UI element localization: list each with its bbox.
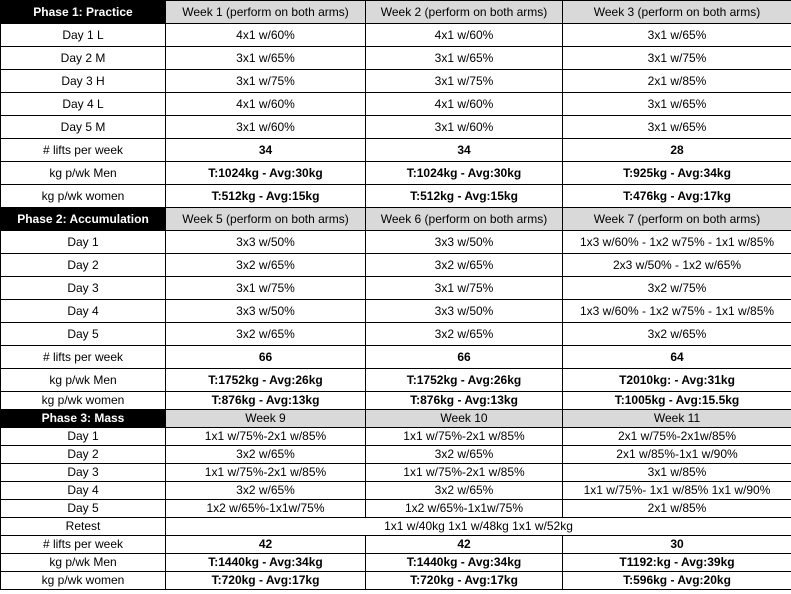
session-cell: 2x1 w/85% [563,500,791,518]
summary-label: kg p/wk Men [1,162,166,185]
phase-title: Phase 1: Practice [1,1,166,24]
session-cell: 3x1 w/65% [166,47,366,70]
summary-value: 34 [366,139,563,162]
session-cell: 3x3 w/50% [166,300,366,323]
day-row [1,231,791,254]
retest-row [1,518,791,536]
summary-row [1,139,791,162]
summary-value: T:476kg - Avg:17kg [563,185,791,208]
day-label: Day 5 M [1,116,166,139]
session-cell: 3x1 w/75% [366,277,563,300]
day-label: Day 5 [1,323,166,346]
session-cell: 3x1 w/75% [563,47,791,70]
summary-value: T:1024kg - Avg:30kg [366,162,563,185]
phase-title: Phase 3: Mass [1,410,166,428]
day-label: Day 3 H [1,70,166,93]
session-cell: 3x3 w/50% [166,231,366,254]
session-cell: 2x1 w/85%-1x1 w/90% [563,446,791,464]
session-cell: 3x2 w/65% [166,323,366,346]
day-row [1,446,791,464]
session-cell: 1x2 w/65%-1x1w/75% [166,500,366,518]
summary-value: 30 [563,536,791,554]
session-cell: 2x1 w/75%-2x1w/85% [563,428,791,446]
phase-title: Phase 2: Accumulation [1,208,166,231]
week-header: Week 11 [563,410,791,428]
summary-value: T:876kg - Avg:13kg [166,392,366,410]
day-label: Day 4 [1,300,166,323]
summary-value: T:1440kg - Avg:34kg [166,554,366,572]
summary-value: T:596kg - Avg:20kg [563,572,791,590]
session-cell: 3x1 w/75% [166,70,366,93]
day-label: Day 5 [1,500,166,518]
week-header: Week 9 [166,410,366,428]
session-cell: 3x1 w/85% [563,464,791,482]
summary-row [1,554,791,572]
summary-value: T:1752kg - Avg:26kg [366,369,563,392]
summary-row [1,536,791,554]
day-label: Day 2 M [1,47,166,70]
session-cell: 3x2 w/65% [366,323,563,346]
session-cell: 1x1 w/75%-2x1 w/85% [366,464,563,482]
day-row [1,116,791,139]
retest-label: Retest [1,518,166,536]
summary-row [1,572,791,590]
day-label: Day 1 [1,231,166,254]
session-cell: 1x1 w/75%-2x1 w/85% [366,428,563,446]
summary-label: kg p/wk Men [1,554,166,572]
retest-value: 1x1 w/40kg 1x1 w/48kg 1x1 w/52kg [166,518,791,536]
summary-label: # lifts per week [1,536,166,554]
summary-value: T:1005kg - Avg:15.5kg [563,392,791,410]
session-cell: 3x1 w/65% [563,24,791,47]
session-cell: 1x3 w/60% - 1x2 w75% - 1x1 w/85% [563,231,791,254]
session-cell: 3x3 w/50% [366,231,563,254]
summary-value: T:720kg - Avg:17kg [166,572,366,590]
session-cell: 1x1 w/75%- 1x1 w/85% 1x1 w/90% [563,482,791,500]
summary-value: 66 [166,346,366,369]
session-cell: 2x3 w/50% - 1x2 w/65% [563,254,791,277]
summary-label: kg p/wk women [1,392,166,410]
summary-row [1,346,791,369]
summary-value: T2010kg: - Avg:31kg [563,369,791,392]
day-row [1,300,791,323]
session-cell: 2x1 w/85% [563,70,791,93]
summary-value: T:512kg - Avg:15kg [366,185,563,208]
session-cell: 3x3 w/50% [366,300,563,323]
summary-label: kg p/wk women [1,572,166,590]
session-cell: 3x1 w/65% [563,116,791,139]
day-row [1,500,791,518]
summary-label: # lifts per week [1,139,166,162]
summary-value: T:512kg - Avg:15kg [166,185,366,208]
summary-value: T:720kg - Avg:17kg [366,572,563,590]
session-cell: 4x1 w/60% [366,24,563,47]
summary-label: kg p/wk Men [1,369,166,392]
day-row [1,482,791,500]
session-cell: 3x1 w/60% [166,116,366,139]
session-cell: 3x2 w/65% [166,254,366,277]
session-cell: 3x2 w/65% [166,482,366,500]
session-cell: 3x1 w/65% [366,47,563,70]
session-cell: 3x2 w/65% [563,323,791,346]
summary-value: T:1440kg - Avg:34kg [366,554,563,572]
session-cell: 3x1 w/60% [366,116,563,139]
week-header: Week 6 (perform on both arms) [366,208,563,231]
session-cell: 4x1 w/60% [166,93,366,116]
day-row [1,47,791,70]
week-header: Week 3 (perform on both arms) [563,1,791,24]
week-header: Week 5 (perform on both arms) [166,208,366,231]
day-row [1,323,791,346]
week-header: Week 1 (perform on both arms) [166,1,366,24]
session-cell: 3x2 w/65% [366,254,563,277]
session-cell: 3x2 w/75% [563,277,791,300]
phase-header-row [1,410,791,428]
summary-value: T1192:kg - Avg:39kg [563,554,791,572]
phase-header-row [1,1,791,24]
session-cell: 1x3 w/60% - 1x2 w75% - 1x1 w/85% [563,300,791,323]
session-cell: 4x1 w/60% [366,93,563,116]
summary-value: T:1024kg - Avg:30kg [166,162,366,185]
session-cell: 4x1 w/60% [166,24,366,47]
summary-label: # lifts per week [1,346,166,369]
day-row [1,254,791,277]
day-label: Day 2 [1,254,166,277]
week-header: Week 7 (perform on both arms) [563,208,791,231]
session-cell: 3x2 w/65% [366,482,563,500]
day-row [1,24,791,47]
session-cell: 3x1 w/65% [563,93,791,116]
session-cell: 3x1 w/75% [166,277,366,300]
session-cell: 3x2 w/65% [366,446,563,464]
session-cell: 1x1 w/75%-2x1 w/85% [166,464,366,482]
phase-header-row [1,208,791,231]
day-row [1,70,791,93]
day-label: Day 2 [1,446,166,464]
summary-value: 66 [366,346,563,369]
summary-label: kg p/wk women [1,185,166,208]
summary-row [1,162,791,185]
summary-value: 28 [563,139,791,162]
summary-row [1,369,791,392]
session-cell: 3x2 w/65% [166,446,366,464]
summary-value: 42 [366,536,563,554]
session-cell: 3x1 w/75% [366,70,563,93]
day-row [1,93,791,116]
summary-value: 42 [166,536,366,554]
day-label: Day 3 [1,464,166,482]
session-cell: 1x1 w/75%-2x1 w/85% [166,428,366,446]
day-label: Day 4 [1,482,166,500]
summary-value: T:925kg - Avg:34kg [563,162,791,185]
day-label: Day 1 [1,428,166,446]
week-header: Week 10 [366,410,563,428]
summary-value: 34 [166,139,366,162]
summary-value: T:1752kg - Avg:26kg [166,369,366,392]
day-label: Day 1 L [1,24,166,47]
week-header: Week 2 (perform on both arms) [366,1,563,24]
summary-row [1,185,791,208]
day-row [1,464,791,482]
summary-row [1,392,791,410]
summary-value: 64 [563,346,791,369]
day-row [1,428,791,446]
summary-value: T:876kg - Avg:13kg [366,392,563,410]
day-row [1,277,791,300]
session-cell: 1x2 w/65%-1x1w/75% [366,500,563,518]
day-label: Day 3 [1,277,166,300]
day-label: Day 4 L [1,93,166,116]
